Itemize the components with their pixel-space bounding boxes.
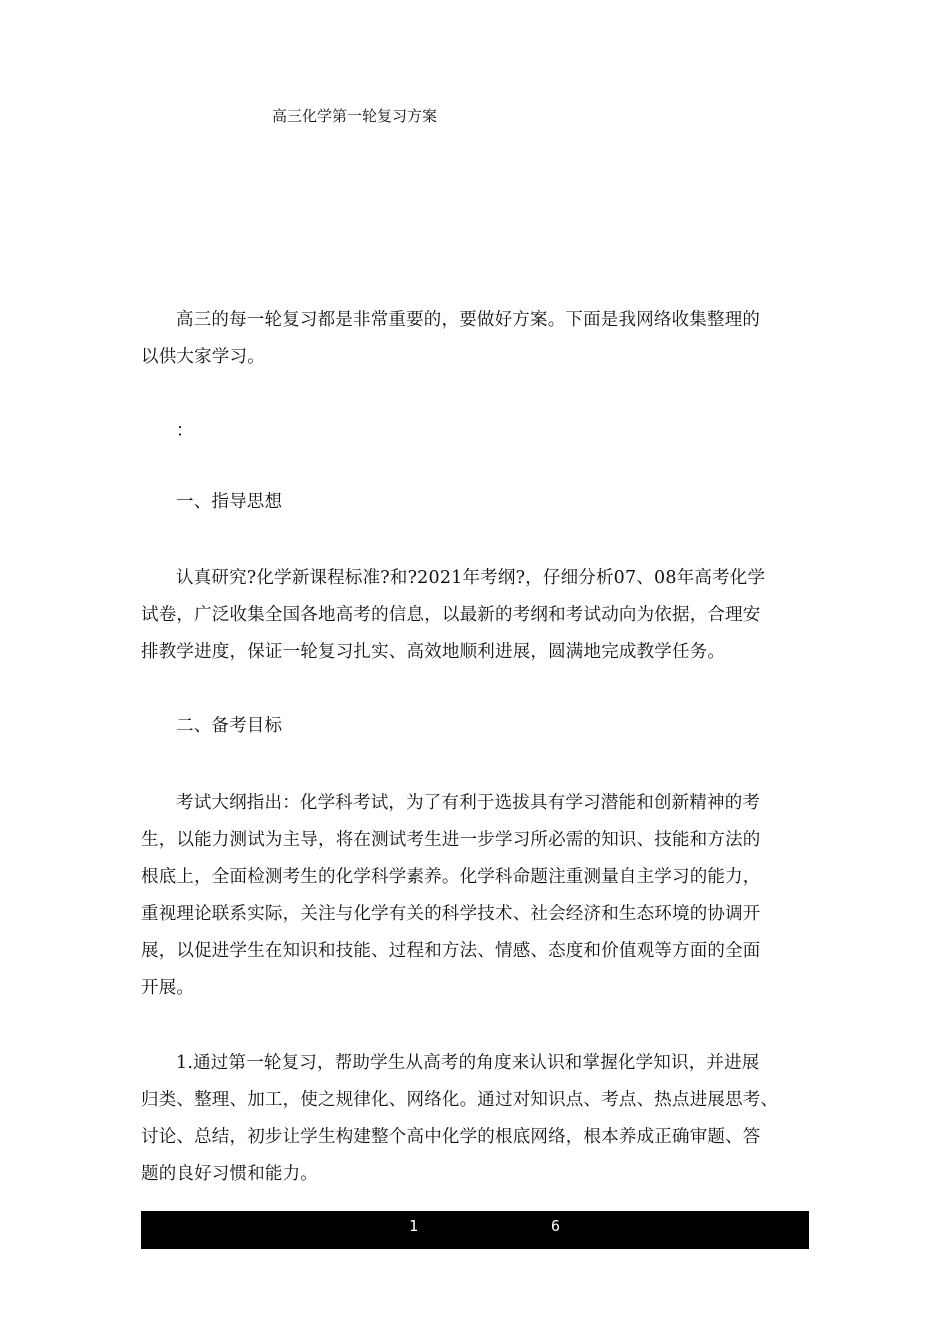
section-2-line-3: 根底上，全面检测考生的化学科学素养。化学科命题注重测量自主学习的能力， (141, 867, 761, 887)
section-2-line-5: 展，以促进学生在知识和技能、过程和方法、情感、态度和价值观等方面的全面 (141, 941, 761, 961)
intro-paragraph (141, 302, 813, 376)
page-title: 高三化学第一轮复习方案 (272, 107, 438, 125)
section-1-line-1: 认真研究?化学新课程标准?和?2021年考纲?，仔细分析07、08年高考化学 (176, 568, 766, 588)
colon-line: ： (176, 421, 194, 441)
section-1-line-3: 排教学进度，保证一轮复习扎实、高效地顺利进展，圆满地完成教学任务。 (141, 642, 726, 662)
section-1-paragraph (141, 560, 813, 671)
point-1-line-3: 讨论、总结，初步让学生构建整个高中化学的根底网络，根本养成正确审题、答 (141, 1127, 761, 1147)
point-1-line-2: 归类、整理、加工，使之规律化、网络化。通过对知识点、考点、热点进展思考、 (141, 1090, 779, 1110)
intro-line-1: 高三的每一轮复习都是非常重要的，要做好方案。下面是我网络收集整理的 (176, 310, 761, 330)
section-2-heading: 二、备考目标 (176, 716, 283, 736)
section-2-line-6: 开展。 (141, 978, 195, 998)
section-2-line-1: 考试大纲指出：化学科考试，为了有利于选拔具有学习潜能和创新精神的考 (176, 793, 761, 813)
section-1-heading: 一、指导思想 (176, 492, 283, 512)
intro-line-2: 以供大家学习。 (141, 347, 265, 367)
point-1-paragraph (141, 1045, 813, 1193)
section-1-line-2: 试卷，广泛收集全国各地高考的信息，以最新的考纲和考试动向为依据，合理安 (141, 605, 761, 625)
section-2-paragraph (141, 785, 813, 1007)
point-1-line-4: 题的良好习惯和能力。 (141, 1164, 318, 1184)
point-1-line-1: 1.通过第一轮复习，帮助学生从高考的角度来认识和掌握化学知识，并进展 (176, 1053, 760, 1073)
section-2-line-2: 生，以能力测试为主导，将在测试考生进一步学习所必需的知识、技能和方法的 (141, 830, 761, 850)
section-2-line-4: 重视理论联系实际，关注与化学有关的科学技术、社会经济和生态环境的协调开 (141, 904, 761, 924)
page-number-total: 6 (551, 1217, 561, 1235)
page-number-current: 1 (409, 1217, 419, 1235)
page-footer-bar (141, 1211, 809, 1249)
